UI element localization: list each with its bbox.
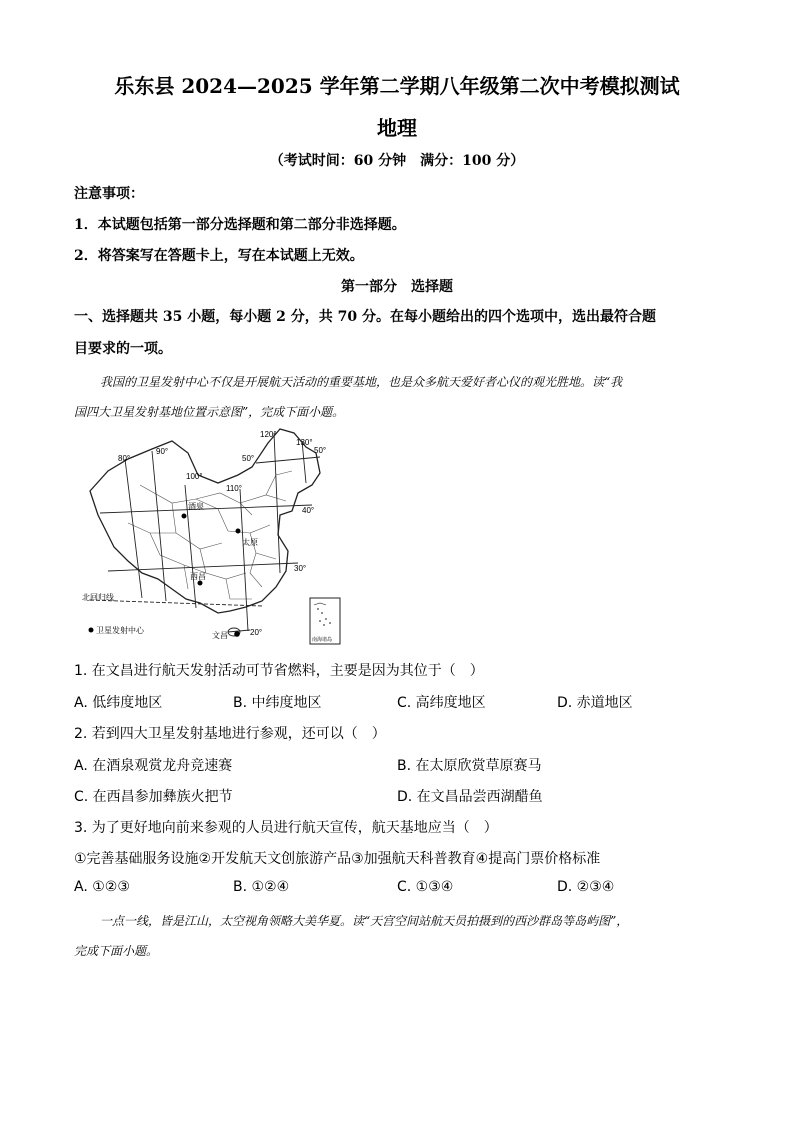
label-lat50a: 50° [242,454,255,463]
wenchang-marker [234,631,240,637]
label-lon100: 100° [186,472,203,481]
passage2-line2: 完成下面小题。 [74,944,159,958]
notice-heading: 注意事项： [74,186,144,202]
part1-instruction-line2: 目要求的一项。 [74,341,172,357]
label-inset: 南海诸岛 [312,637,333,643]
question-1-option-a: A. 低纬度地区 [74,695,163,711]
question-2-option-a: A. 在酒泉观赏龙舟竞速赛 [74,758,233,774]
tropic-of-cancer-line [90,600,262,606]
province-boundaries [128,471,292,599]
label-lon80: 80° [118,454,131,463]
question-3-stem: 3. 为了更好地向前来参观的人员进行航天宣传，航天基地应当（ ） [74,820,498,836]
question-3-option-d: D. ②③④ [557,879,615,895]
label-lat20: 20° [250,628,263,637]
question-3-option-c: C. ①③④ [397,879,454,895]
question-3-option-a: A. ①②③ [74,879,130,895]
jiuquan-marker [182,514,187,519]
label-lon120: 120° [260,430,277,439]
label-lat30: 30° [294,564,307,573]
question-3-option-b: B. ①②④ [233,879,290,895]
part1-instruction-line1: 一、选择题共 35 小题，每小题 2 分，共 70 分。在每小题给出的四个选项中，选出最符合题 [74,309,656,325]
label-lon110: 110° [226,484,242,493]
label-lat40: 40° [302,506,315,515]
subject-title: 地理 [377,116,417,140]
passage2-line1: 一点一线，皆是江山，太空视角领略大美华夏。读“天宫空间站航天员拍摄到的西沙群岛等岛屿图”， [100,914,629,928]
question-3-detail: ①完善基础服务设施②开发航天文创旅游产品③加强航天科普教育④提高门票价格标准 [74,851,601,867]
label-jiuquan: 酒泉 [188,502,204,511]
question-2-option-d: D. 在文昌品尝西湖醋鱼 [397,789,543,805]
exam-info: （考试时间：60 分钟 满分：100 分） [269,153,525,169]
label-xichang: 西昌 [190,572,206,581]
question-2-option-c: C. 在西昌参加彝族火把节 [74,789,233,805]
passage1-line2: 国四大卫星发射基地位置示意图”，完成下面小题。 [74,405,345,419]
question-1-option-c: C. 高纬度地区 [397,695,486,711]
label-legend: 卫星发射中心 [96,626,144,635]
xichang-marker [198,581,203,586]
legend-marker [89,628,94,633]
question-1-stem: 1. 在文昌进行航天发射活动可节省燃料，主要是因为其位于（ ） [74,663,484,679]
question-1-option-b: B. 中纬度地区 [233,695,322,711]
taiyuan-marker [236,529,241,534]
label-taiyuan: 太原 [242,538,258,547]
question-2-stem: 2. 若到四大卫星发射基地进行参观，还可以（ ） [74,726,386,742]
question-2-option-b: B. 在太原欣赏草原赛马 [397,758,542,774]
label-tropic: 北回归线 [82,593,114,602]
question-1-option-d: D. 赤道地区 [557,695,633,711]
notice-item-2: 2．将答案写在答题卡上，写在本试题上无效。 [74,248,364,264]
exam-title: 乐东县 2024—2025 学年第二学期八年级第二次中考模拟测试 [114,74,680,98]
label-wenchang: 文昌 [212,631,228,640]
passage1-line1: 我国的卫星发射中心不仅是开展航天活动的重要基地，也是众多航天爱好者心仪的观光胜地。读“我 [100,375,623,389]
part1-heading: 第一部分 选择题 [341,279,453,295]
parallels [100,457,320,632]
notice-item-1: 1．本试题包括第一部分选择题和第二部分非选择题。 [74,217,406,233]
label-lon90: 90° [156,447,169,456]
label-lon130: 130° [296,438,313,447]
china-launch-sites-map [80,423,345,648]
launch-centers [89,514,241,637]
label-lat50b: 50° [314,446,327,455]
